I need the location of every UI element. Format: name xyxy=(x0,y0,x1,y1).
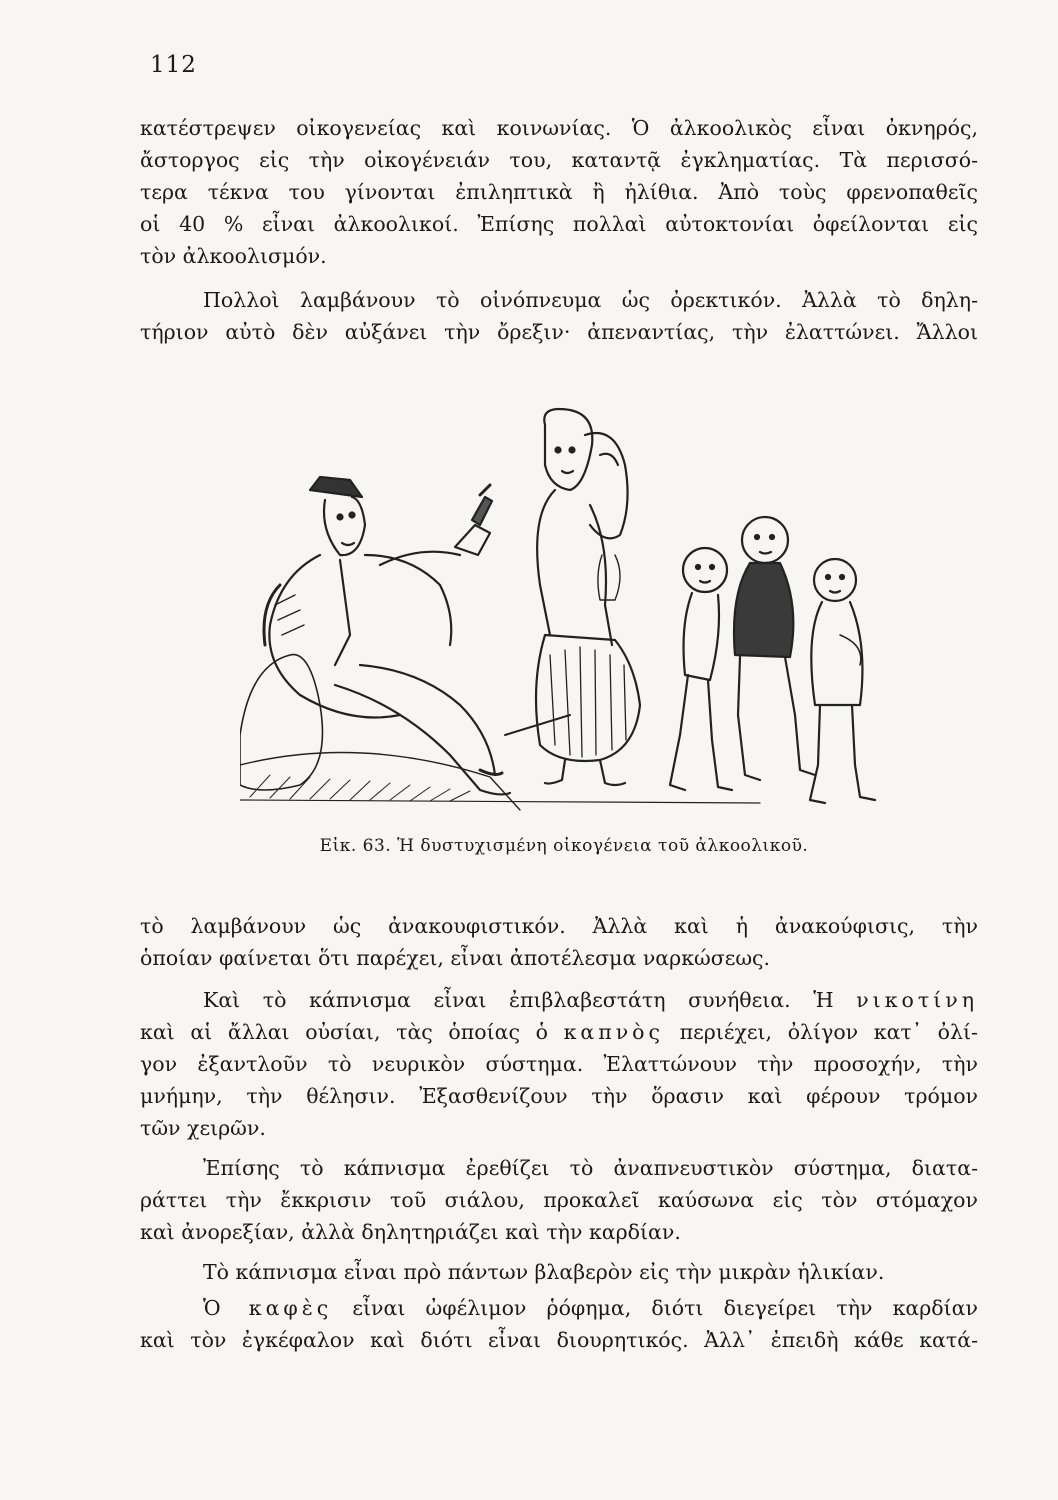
text-line: τῶν χειρῶν. xyxy=(140,1116,266,1140)
text-line: Πολλοὶ λαμβάνουν τὸ οἰνόπνευμα ὡς ὀρεκτικόν. Ἀλλὰ τὸ δηλη- xyxy=(203,288,978,312)
page-number: 112 xyxy=(150,52,197,78)
paragraph-youth xyxy=(140,1256,978,1288)
line-end-text: εἶναι ὠφέλιμον ῥόφημα, διότι διεγείρει τὴν καρδίαν xyxy=(352,1296,978,1320)
text-line: μνήμην, τὴν θέλησιν. Ἐξασθενίζουν τὴν ὅρασιν καὶ φέρουν τρόμον xyxy=(140,1084,978,1108)
paragraph-alcoholic xyxy=(140,112,978,272)
text-line: καὶ τὸν ἐγκέφαλον καὶ διότι εἶναι διουρητικός. Ἀλλ᾽ ἐπειδὴ κάθε κατά- xyxy=(140,1328,978,1352)
text-line: γον ἐξαντλοῦν τὸ νευρικὸν σύστημα. Ἐλαττώνουν τὴν προσοχήν, τὴν xyxy=(140,1052,978,1076)
text-line xyxy=(140,984,978,1016)
line-start-text: Καὶ τὸ κάπνισμα εἶναι ἐπιβλαβεστάτη συνήθεια. Ἡ xyxy=(203,988,834,1012)
text-line xyxy=(140,1016,978,1048)
line-end-text: περιέχει, ὀλίγον κατ᾽ ὀλί- xyxy=(679,1020,978,1044)
spaced-term-nicotine: νικοτίνη xyxy=(856,988,978,1012)
spaced-term-tobacco: καπνὸς xyxy=(563,1020,664,1044)
text-line: τὸ λαμβάνουν ὡς ἀνακουφιστικόν. Ἀλλὰ καὶ ἡ ἀνακούφισις, τὴν xyxy=(140,914,978,938)
text-line: τερα τέκνα του γίνονται ἐπιληπτικὰ ἢ ἠλίθια. Ἀπὸ τοὺς φρενοπαθεῖς xyxy=(140,180,978,204)
text-line: ὁποίαν φαίνεται ὅτι παρέχει, εἶναι ἀποτέλεσμα ναρκώσεως. xyxy=(140,946,771,970)
figure-illustration xyxy=(240,405,1000,817)
text-line: κατέστρεψεν οἰκογενείας καὶ κοινωνίας. Ὁ ἀλκοολικὸς εἶναι ὀκνηρός, xyxy=(140,116,978,140)
family-drawing-image xyxy=(240,405,1000,817)
paragraph-smoking xyxy=(140,984,978,1144)
paragraph-relief xyxy=(140,910,978,974)
text-line xyxy=(140,1292,978,1324)
spaced-term-coffee: Ὁ καφὲς xyxy=(203,1296,333,1320)
figure-caption: Εἰκ. 63. Ἡ δυστυχισμένη οἰκογένεια τοῦ ἀλκοολικοῦ. xyxy=(319,836,809,856)
text-line: τὸν ἀλκοολισμόν. xyxy=(140,244,327,268)
text-line: ἄστοργος εἰς τὴν οἰκογένειάν του, καταντᾷ ἐγκληματίας. Τὰ περισσό- xyxy=(140,148,978,172)
text-line: Ἐπίσης τὸ κάπνισμα ἐρεθίζει τὸ ἀναπνευστικὸν σύστημα, διατα- xyxy=(203,1156,978,1180)
paragraph-appetite xyxy=(140,284,978,348)
text-line: Τὸ κάπνισμα εἶναι πρὸ πάντων βλαβερὸν εἰς τὴν μικρὰν ἡλικίαν. xyxy=(203,1260,885,1284)
text-line: καὶ ἀνορεξίαν, ἀλλὰ δηλητηριάζει καὶ τὴν καρδίαν. xyxy=(140,1220,681,1244)
text-line: ράττει τὴν ἔκκρισιν τοῦ σιάλου, προκαλεῖ καύσωνα εἰς τὸν στόμαχον xyxy=(140,1188,978,1212)
text-line: οἱ 40 % εἶναι ἀλκοολικοί. Ἐπίσης πολλαὶ αὐτοκτονίαι ὀφείλονται εἰς xyxy=(140,212,978,236)
text-line: τήριον αὐτὸ δὲν αὐξάνει τὴν ὄρεξιν· ἀπεναντίας, τὴν ἐλαττώνει. Ἄλλοι xyxy=(140,320,978,344)
paragraph-respiratory xyxy=(140,1152,978,1248)
paragraph-coffee xyxy=(140,1292,978,1356)
line-start-text: καὶ αἱ ἄλλαι οὐσίαι, τὰς ὁποίας ὁ xyxy=(140,1020,548,1044)
